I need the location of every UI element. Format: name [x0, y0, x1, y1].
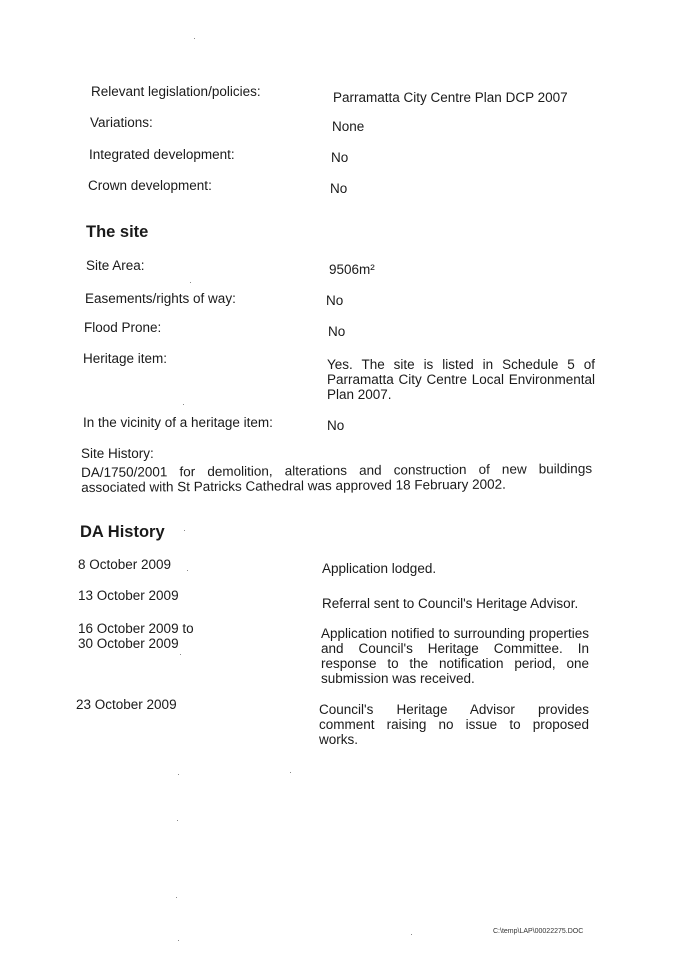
site-heading: The site — [86, 223, 149, 241]
scan-speck — [290, 772, 291, 773]
da-date-3: 16 October 2009 to 30 October 2009 — [78, 621, 194, 651]
da-date-2: 13 October 2009 — [78, 588, 179, 603]
scan-speck — [411, 934, 412, 935]
site-value-heritage: Yes. The site is listed in Schedule 5 of Parramatta City Centre Local Environmental Plan 2007. — [327, 357, 595, 402]
scan-speck — [194, 38, 195, 39]
detail-label-integrated: Integrated development: — [89, 147, 235, 162]
da-date-1: 8 October 2009 — [78, 557, 172, 572]
scan-speck — [178, 940, 179, 941]
scan-speck — [177, 820, 178, 821]
da-event-4: Council's Heritage Advisor provides comment raising no issue to proposed works. — [319, 702, 589, 747]
scan-speck — [190, 282, 191, 283]
detail-value-legislation: Parramatta City Centre Plan DCP 2007 — [333, 90, 568, 105]
site-value-flood: No — [328, 324, 346, 339]
da-event-2: Referral sent to Council's Heritage Advisor. — [322, 596, 579, 611]
site-label-heritage: Heritage item: — [83, 351, 168, 366]
site-label-vicinity: In the vicinity of a heritage item: — [83, 415, 273, 430]
scan-speck — [178, 774, 179, 775]
detail-value-crown: No — [330, 181, 348, 196]
detail-label-variations: Variations: — [90, 115, 153, 130]
site-history-text: DA/1750/2001 for demolition, alterations and construction of new buildings associated with St Patricks Cathedral was approved 18 February 2002. — [81, 460, 593, 495]
da-date-4: 23 October 2009 — [76, 697, 177, 712]
scan-speck — [176, 897, 177, 898]
detail-label-crown: Crown development: — [88, 178, 212, 193]
detail-value-variations: None — [332, 119, 365, 134]
site-label-flood: Flood Prone: — [84, 320, 162, 335]
da-event-1: Application lodged. — [322, 561, 437, 576]
detail-label-legislation: Relevant legislation/policies: — [91, 84, 261, 99]
scan-speck — [180, 654, 181, 655]
site-label-area: Site Area: — [86, 258, 145, 273]
footer-file-path: C:\temp\LAP\00022275.DOC — [493, 928, 584, 935]
site-value-easements: No — [326, 293, 344, 308]
scan-speck — [183, 404, 184, 405]
site-history-label: Site History: — [81, 446, 154, 461]
da-history-heading: DA History — [80, 523, 165, 541]
site-value-area: 9506m² — [329, 262, 375, 277]
da-event-3: Application notified to surrounding properties and Council's Heritage Committee. In response to the notification period, one submission was received. — [321, 626, 589, 686]
scan-speck — [184, 530, 185, 531]
scan-speck — [187, 570, 188, 571]
site-value-vicinity: No — [327, 418, 345, 433]
detail-value-integrated: No — [331, 150, 349, 165]
site-label-easements: Easements/rights of way: — [85, 291, 236, 306]
